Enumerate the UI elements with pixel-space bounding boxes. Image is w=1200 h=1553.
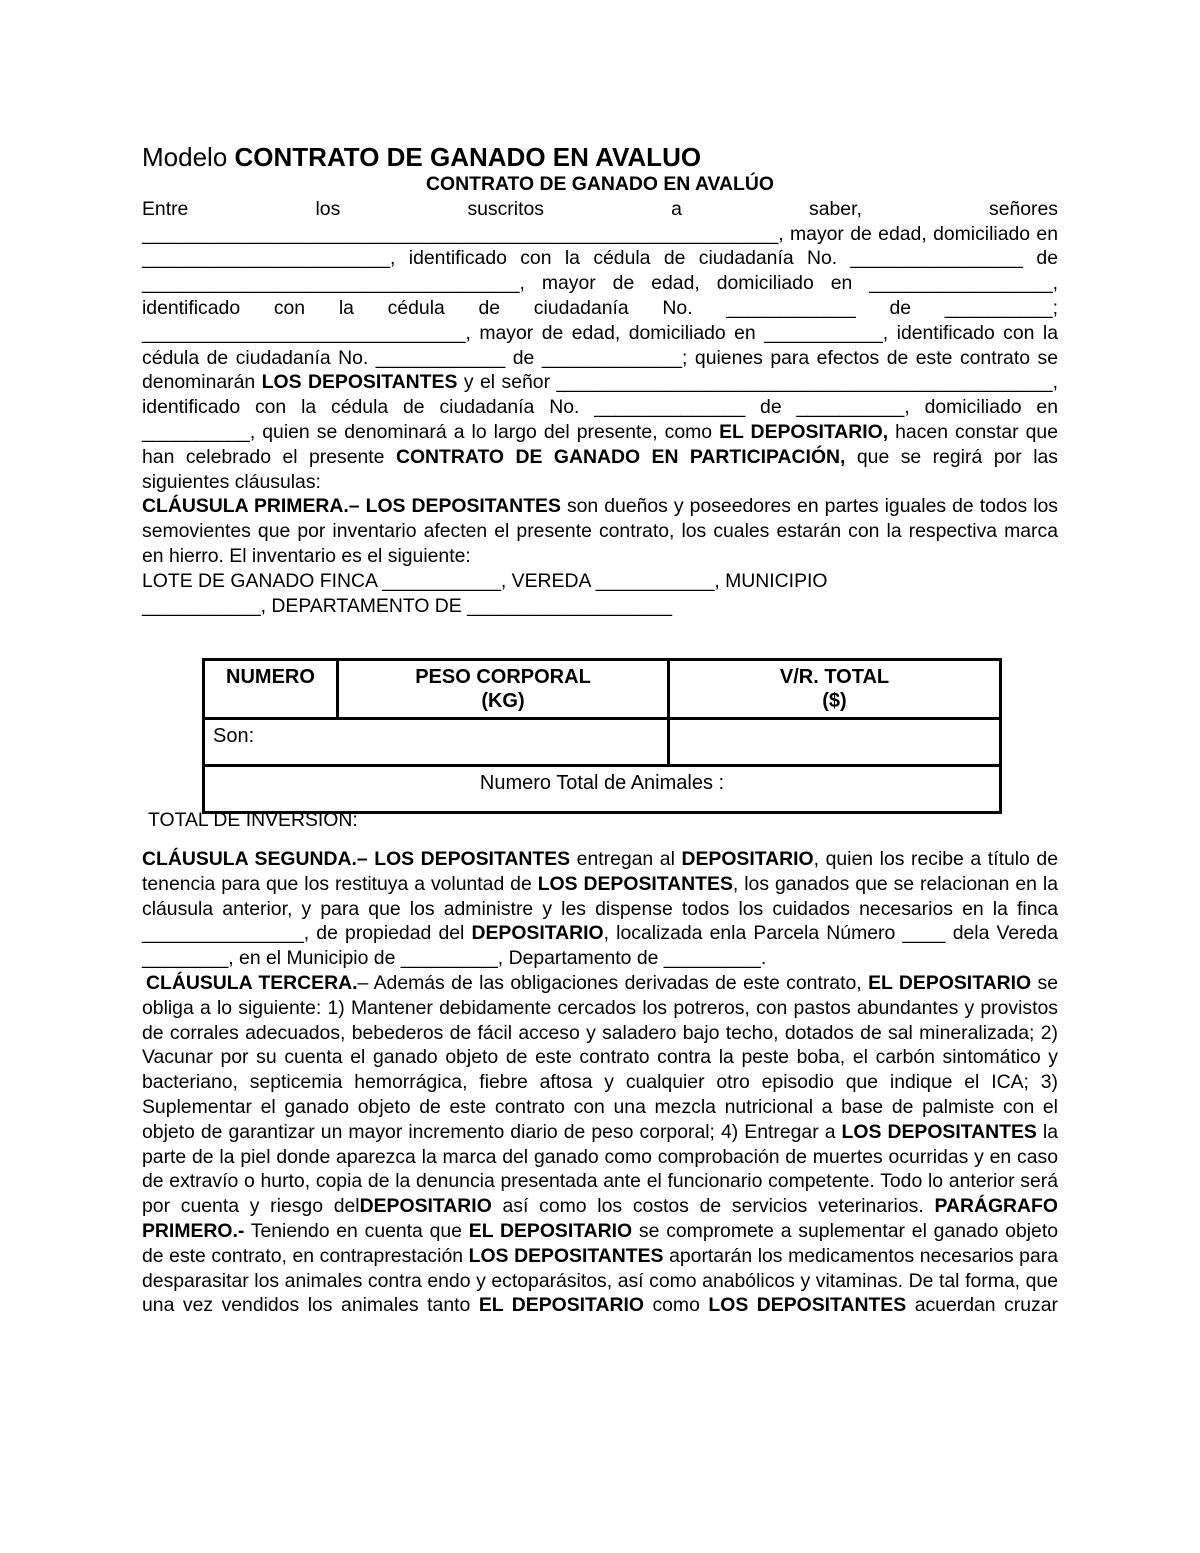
clausula-tercera-bold-2: EL DEPOSITARIO: [868, 971, 1032, 994]
clausula-primera-heading: CLÁUSULA PRIMERA.– LOS DEPOSITANTES: [142, 495, 561, 518]
clausula-tercera-text-7: aportarán los medicamentos necesarios para desparasitar los animales contra endo y ectoparásitos, así como anabólicos y vitaminas. De tal forma, que una vez vendidos los animales tanto: [142, 1244, 1058, 1317]
header-numero: [204, 660, 338, 719]
clausula-tercera-text-1: – Además de las obligaciones derivadas de este contrato,: [357, 971, 869, 994]
contract-body-top: [142, 172, 1058, 618]
clausula-tercera-bold-9: LOS DEPOSITANTES: [708, 1294, 907, 1317]
intro-bold-2: EL DEPOSITARIO,: [719, 420, 889, 443]
clausula-tercera-bold-4: DEPOSITARIO: [359, 1195, 492, 1218]
clausula-tercera-text-2: se obliga a lo siguiente: 1) Mantener debidamente cercados los potreros, con pastos abundantes y provistos de corrales adecuados, bebederos de fácil acceso y saladero bajo techo, dotados de sal mineralizada; 2) Vacunar por su cuenta el ganado objeto de este contrato contra la peste boba, el carbón sintomático y bacteriano, septicemia hemorrágica, fiebre aftosa y cualquier otro episodio que indique el ICA; 3) Suplementar el ganado objeto de este contrato con una mezcla nutricional a base de palmiste con el objeto de garantizar un mayor incremento diario de peso corporal; 4) Entregar a: [142, 971, 1058, 1143]
clausula-segunda-bold-3: LOS DEPOSITANTES: [537, 872, 733, 895]
clausula-primera-text: son dueños y poseedores en partes iguales de todos los semovientes que por inventario afecten el presente contrato, los cuales estarán con la respectiva marca en hierro. El inventario es el siguiente:: [142, 495, 1058, 567]
clausula-tercera-text-3: la parte de la piel donde aparezca la marca del ganado como comprobación de muertes ocurridas y en caso de extravío o hurto, copia de la denuncia presentada ante el funcionario competente. Todo lo anterior será por cuenta y riesgo del: [142, 1120, 1058, 1218]
header-peso-unit: (KG): [481, 690, 525, 712]
intro-text-3: hacen constar que han celebrado el presente: [142, 420, 1058, 468]
clausula-tercera-text-8: como: [643, 1294, 709, 1317]
clausula-tercera-text-9: acuerdan cruzar: [906, 1294, 1058, 1317]
table-row: [204, 719, 1001, 766]
clausula-primera: [142, 494, 1058, 568]
clausula-tercera-bold-8: EL DEPOSITARIO: [478, 1294, 644, 1317]
clausula-segunda-text-4: , localizada enla Parcela Número ____ dela Vereda ________, en el Municipio de _________, Departamento de _________.: [142, 922, 1058, 970]
clausula-segunda: [142, 847, 1058, 971]
header-total: [669, 660, 1001, 719]
inventory-table: [202, 658, 1002, 814]
total-inversion: TOTAL DE INVERSION:: [148, 809, 358, 831]
clausula-segunda-text-1: entregan al: [570, 848, 682, 870]
intro-bold-3: CONTRATO DE GANADO EN PARTICIPACIÓN,: [395, 445, 846, 468]
document-title: [142, 140, 701, 174]
clausula-tercera: [142, 971, 1058, 1318]
table-header-row: [204, 660, 1001, 719]
intro-text-4: que se regirá por las siguientes cláusulas:: [142, 445, 1058, 493]
intro-bold-1: LOS DEPOSITANTES: [261, 371, 458, 394]
header-peso-label: PESO CORPORAL: [415, 666, 591, 688]
clausula-tercera-text-5: Teniendo en cuenta que: [244, 1219, 469, 1242]
clausula-tercera-bold-3: LOS DEPOSITANTES: [841, 1120, 1037, 1143]
total-animals-label: Numero Total de Animales :: [479, 772, 725, 794]
clausula-segunda-bold-4: DEPOSITARIO: [471, 922, 604, 945]
son-cell: [204, 719, 669, 766]
clausula-segunda-heading: CLÁUSULA SEGUNDA.– LOS DEPOSITANTES: [142, 848, 571, 870]
clausula-segunda-text-3: , los ganados que se relacionan en la cláusula anterior, y para que los administre y les dispense todos los cuidados necesarios en la finca _______________, de propiedad del: [142, 872, 1058, 945]
lote-line-2: ___________, DEPARTAMENTO DE ___________________: [142, 594, 673, 617]
title-main: CONTRATO DE GANADO EN AVALUO: [234, 142, 702, 172]
clausula-tercera-bold-7: LOS DEPOSITANTES: [468, 1244, 664, 1267]
clausula-segunda-bold-2: DEPOSITARIO: [681, 848, 814, 870]
document-subtitle: CONTRATO DE GANADO EN AVALÚO: [426, 173, 774, 195]
table-row: [204, 766, 1001, 813]
header-total-label: V/R. TOTAL: [779, 666, 890, 688]
paragrafo-primero-heading: PARÁGRAFO PRIMERO.-: [142, 1195, 1058, 1242]
intro-paragraph: [142, 197, 1058, 495]
total-animals-cell: [204, 766, 1001, 813]
clausula-tercera-text-6: se compromete a suplementar el ganado objeto de este contrato, en contraprestación: [142, 1219, 1058, 1267]
title-prefix: Modelo: [142, 142, 228, 172]
intro-text-1: Entre los suscritos a saber, señores ___________________________________________________________, mayor de edad, domiciliado en _______________________, identificado con la cédula de ciudadanía No. ________________ de ___________________________________, mayor de edad, domiciliado en _________________, identificado con la cédula de ciudadanía No. ____________ de __________; ______________________________, mayor de edad, domiciliado en ___________, identificado con la cédula de ciudadanía No. ____________ de _____________; quienes para efectos de este contrato se denominarán: [142, 197, 1058, 394]
header-total-unit: ($): [822, 690, 847, 712]
clausula-tercera-bold-6: EL DEPOSITARIO: [468, 1219, 633, 1242]
header-peso: [338, 660, 669, 719]
clausula-tercera-text-4: así como los costos de servicios veterinarios.: [491, 1195, 935, 1218]
contract-body-bottom: [142, 847, 1058, 1318]
clausula-segunda-text-2: , quien los recibe a título de tenencia para que los restituya a voluntad de: [142, 848, 1058, 895]
son-label: Son:: [213, 725, 255, 747]
intro-text-2: y el señor ______________________________________________, identificado con la cédula de ciudadanía No. ______________ de __________, domiciliado en __________, quien se denominará a lo largo del presente, como: [142, 371, 1058, 443]
lote-line-1: LOTE DE GANADO FINCA ___________, VEREDA ___________, MUNICIPIO: [142, 569, 828, 592]
total-value-cell: [669, 719, 1001, 766]
header-numero-label: NUMERO: [226, 666, 315, 688]
clausula-tercera-heading: CLÁUSULA TERCERA.: [146, 971, 358, 994]
